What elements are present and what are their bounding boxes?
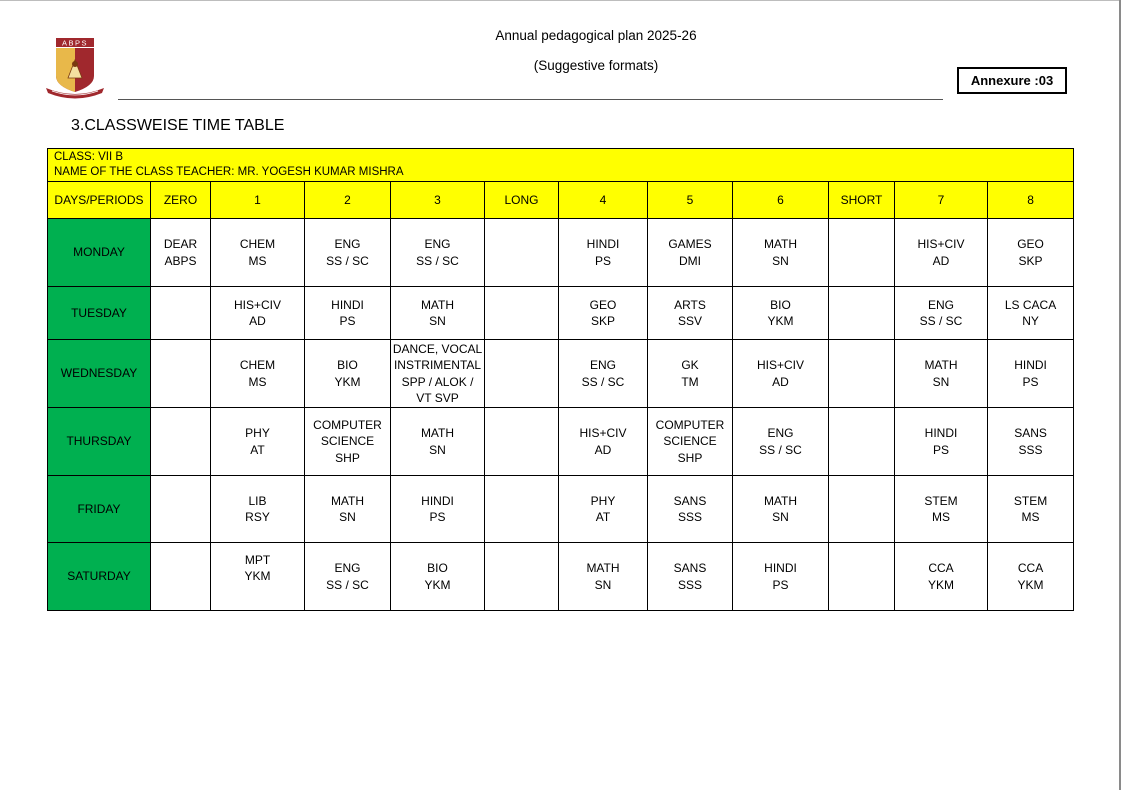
cell-text: BIO	[427, 561, 448, 575]
cell-text: MS	[248, 374, 267, 389]
cell-text: SPP / ALOK /	[401, 374, 474, 389]
cell-text: PS	[1022, 374, 1039, 389]
cell-text: ENG	[767, 426, 794, 440]
period-cell	[988, 340, 1074, 408]
period-header-cell: 8	[988, 182, 1074, 219]
period-cell	[305, 287, 391, 340]
timetable	[47, 148, 1073, 611]
cell-text: CHEM	[239, 237, 276, 251]
timetable-grid	[47, 148, 1074, 611]
period-cell	[485, 476, 559, 543]
cell-text: GEO	[589, 297, 617, 312]
cell-text: HIS+CIV	[917, 237, 965, 251]
period-cell	[829, 287, 895, 340]
period-header-cell: 3	[391, 182, 485, 219]
cell-text: NY	[1022, 314, 1039, 328]
period-cell	[733, 287, 829, 340]
cell-text: HIS+CIV	[233, 297, 281, 312]
day-row	[48, 543, 1074, 611]
cell-text: DMI	[679, 253, 701, 268]
day-label: WEDNESDAY	[48, 340, 151, 408]
cell-text: MS	[1021, 510, 1040, 524]
period-cell	[391, 287, 485, 340]
cell-text: MS	[932, 510, 950, 524]
period-cell	[559, 476, 648, 543]
cell-text: SCIENCE	[320, 434, 375, 449]
cell-text: MATH	[330, 493, 365, 508]
cell-text: STEM	[924, 493, 958, 508]
cell-text: ENG	[424, 237, 451, 251]
cell-text: SCIENCE	[663, 434, 717, 449]
period-cell	[305, 476, 391, 543]
period-cell	[211, 408, 305, 476]
period-cell	[648, 219, 733, 287]
cell-text: YKM	[1017, 577, 1044, 592]
period-cell	[485, 219, 559, 287]
period-cell	[829, 408, 895, 476]
cell-text: ABPS	[164, 253, 197, 268]
period-cell	[733, 219, 829, 287]
period-cell	[211, 219, 305, 287]
school-logo	[44, 38, 106, 100]
cell-text: HINDI	[586, 237, 620, 251]
period-cell	[305, 219, 391, 287]
class-line: CLASS: VII B	[54, 151, 124, 163]
cell-text: CCA	[1017, 561, 1044, 575]
period-cell	[829, 543, 895, 611]
cell-text: MS	[248, 253, 267, 268]
period-cell	[895, 287, 988, 340]
cell-text: PHY	[590, 493, 616, 508]
cell-text: PS	[339, 314, 356, 328]
period-header-cell: 6	[733, 182, 829, 219]
period-cell	[211, 543, 305, 611]
period-header-cell: 1	[211, 182, 305, 219]
period-header-cell: 7	[895, 182, 988, 219]
cell-text: MATH	[586, 561, 620, 575]
period-cell	[829, 219, 895, 287]
class-teacher-line: NAME OF THE CLASS TEACHER: MR. YOGESH KUMAR MISHRA	[54, 166, 404, 178]
cell-text: GK	[681, 358, 699, 372]
plan-subtitle: (Suggestive formats)	[533, 58, 659, 73]
period-cell	[485, 408, 559, 476]
cell-text: MATH	[924, 358, 958, 372]
period-cell	[211, 287, 305, 340]
cell-text	[211, 585, 304, 602]
period-cell	[485, 543, 559, 611]
cell-text: PHY	[245, 426, 270, 440]
cell-text: ARTS	[674, 297, 706, 312]
cell-text: INSTRIMENTAL	[393, 358, 482, 372]
day-row	[48, 408, 1074, 476]
period-cell	[559, 219, 648, 287]
period-cell	[733, 543, 829, 611]
cell-text: YKM	[767, 314, 794, 328]
period-cell	[733, 476, 829, 543]
cell-text: MATH	[420, 297, 455, 312]
period-cell	[305, 408, 391, 476]
cell-text: SN	[339, 510, 356, 524]
cell-text: ENG	[589, 358, 616, 372]
period-cell	[391, 476, 485, 543]
cell-text: COMPUTER	[313, 417, 382, 432]
period-cell	[988, 287, 1074, 340]
day-row	[48, 287, 1074, 340]
cell-text: DEAR	[163, 237, 198, 251]
period-cell	[211, 340, 305, 408]
cell-text: YKM	[244, 569, 271, 584]
period-cell	[391, 543, 485, 611]
period-cell	[559, 408, 648, 476]
cell-text: HINDI	[421, 493, 454, 508]
period-cell	[895, 340, 988, 408]
period-cell	[988, 408, 1074, 476]
cell-text: CHEM	[239, 358, 276, 372]
period-cell	[391, 219, 485, 287]
period-cell	[305, 543, 391, 611]
class-info-row	[48, 149, 1074, 182]
cell-text: COMPUTER	[655, 417, 725, 432]
period-cell	[895, 408, 988, 476]
cell-text: SKP	[1018, 253, 1043, 268]
cell-text: SSS	[677, 577, 702, 592]
period-cell	[733, 408, 829, 476]
period-header-cell: DAYS/PERIODS	[48, 182, 151, 219]
cell-text: YKM	[424, 577, 451, 592]
period-cell	[485, 287, 559, 340]
cell-text: SN	[932, 374, 950, 389]
cell-text: AD	[772, 374, 789, 389]
period-cell	[559, 340, 648, 408]
header-divider	[118, 99, 943, 100]
cell-text: HIS+CIV	[756, 358, 804, 372]
period-cell	[305, 340, 391, 408]
cell-text: PS	[429, 510, 446, 524]
cell-text: AT	[595, 510, 611, 524]
cell-text: HINDI	[331, 297, 364, 312]
cell-text: SS / SC	[416, 253, 459, 268]
cell-text: PS	[932, 442, 949, 457]
cell-text: SN	[772, 253, 789, 268]
period-header-cell: 4	[559, 182, 648, 219]
period-cell	[988, 219, 1074, 287]
cell-text: SS / SC	[919, 314, 963, 328]
cell-text: ENG	[334, 237, 361, 251]
cell-text: SSS	[677, 510, 702, 524]
cell-text: HINDI	[764, 561, 797, 575]
svg-text:ABPS: ABPS	[61, 38, 89, 48]
page-right-edge	[1119, 0, 1121, 790]
cell-text: SKP	[590, 314, 615, 328]
cell-text: PS	[594, 253, 611, 268]
cell-text: SN	[429, 442, 446, 457]
cell-text: RSY	[245, 510, 270, 524]
period-cell	[895, 543, 988, 611]
cell-text: DANCE, VOCAL	[392, 341, 483, 356]
period-cell	[151, 476, 211, 543]
cell-text: SS / SC	[326, 577, 369, 592]
period-cell	[988, 476, 1074, 543]
period-cell	[151, 340, 211, 408]
period-cell	[211, 476, 305, 543]
cell-text: SN	[429, 314, 446, 328]
period-header-cell: 5	[648, 182, 733, 219]
cell-text: SS / SC	[326, 253, 369, 268]
cell-text: HINDI	[1014, 358, 1047, 372]
period-cell	[485, 340, 559, 408]
section-heading: 3.CLASSWEISE TIME TABLE	[71, 117, 285, 134]
cell-text: BIO	[770, 297, 791, 312]
period-cell	[559, 287, 648, 340]
class-info-cell	[48, 149, 1074, 182]
cell-text: SN	[772, 510, 789, 524]
cell-text: YKM	[927, 577, 954, 592]
period-cell	[648, 287, 733, 340]
cell-text: SS / SC	[759, 442, 802, 457]
period-header-cell: ZERO	[151, 182, 211, 219]
cell-text: SANS	[1014, 426, 1047, 440]
cell-text: VT SVP	[416, 391, 459, 405]
cell-text: HIS+CIV	[579, 426, 627, 440]
cell-text: MATH	[763, 493, 798, 508]
cell-text: AD	[932, 253, 950, 268]
day-label: THURSDAY	[48, 408, 151, 476]
cell-text: HINDI	[924, 426, 958, 440]
day-label: SATURDAY	[48, 543, 151, 611]
period-cell	[648, 340, 733, 408]
cell-text: AD	[594, 442, 612, 457]
plan-title: Annual pedagogical plan 2025-26	[495, 28, 697, 43]
period-cell	[895, 476, 988, 543]
cell-text: SS / SC	[581, 374, 625, 389]
day-row	[48, 340, 1074, 408]
cell-text: MPT	[244, 552, 271, 567]
cell-text: PS	[772, 577, 789, 592]
day-row	[48, 476, 1074, 543]
day-label: FRIDAY	[48, 476, 151, 543]
cell-text: YKM	[334, 374, 361, 389]
day-label: TUESDAY	[48, 287, 151, 340]
period-cell	[648, 543, 733, 611]
cell-text: LIB	[248, 493, 267, 508]
period-header-cell: LONG	[485, 182, 559, 219]
cell-text: SHP	[677, 450, 703, 465]
period-header-cell: 2	[305, 182, 391, 219]
annexure-label: Annexure :03	[957, 67, 1067, 94]
cell-text: SN	[594, 577, 612, 592]
day-label: MONDAY	[48, 219, 151, 287]
cell-text: ENG	[334, 561, 361, 575]
period-cell	[151, 287, 211, 340]
period-cell	[988, 543, 1074, 611]
day-row	[48, 219, 1074, 287]
period-cell	[829, 476, 895, 543]
period-cell	[733, 340, 829, 408]
page-top-edge	[0, 0, 1121, 1]
period-cell	[559, 543, 648, 611]
cell-text: MATH	[763, 237, 798, 251]
period-header-row	[48, 182, 1074, 219]
cell-text: SHP	[335, 450, 360, 465]
period-cell	[895, 219, 988, 287]
cell-text: GAMES	[668, 237, 712, 251]
cell-text: BIO	[337, 358, 358, 372]
cell-text: SSV	[677, 314, 702, 328]
period-cell	[151, 219, 211, 287]
period-cell	[391, 408, 485, 476]
cell-text: AT	[250, 442, 265, 457]
period-cell	[648, 476, 733, 543]
period-cell	[648, 408, 733, 476]
cell-text: ENG	[927, 297, 954, 312]
period-cell	[151, 543, 211, 611]
cell-text: LS CACA	[1004, 297, 1057, 312]
period-cell	[391, 340, 485, 408]
cell-text: SANS	[673, 493, 707, 508]
cell-text: SANS	[673, 561, 707, 575]
period-cell	[829, 340, 895, 408]
period-cell	[151, 408, 211, 476]
cell-text: SSS	[1018, 442, 1043, 457]
cell-text: AD	[249, 314, 266, 328]
cell-text: MATH	[420, 426, 455, 440]
cell-text: CCA	[928, 561, 954, 575]
cell-text: STEM	[1013, 493, 1048, 508]
period-header-cell: SHORT	[829, 182, 895, 219]
cell-text: TM	[681, 374, 699, 389]
cell-text: GEO	[1017, 237, 1044, 251]
